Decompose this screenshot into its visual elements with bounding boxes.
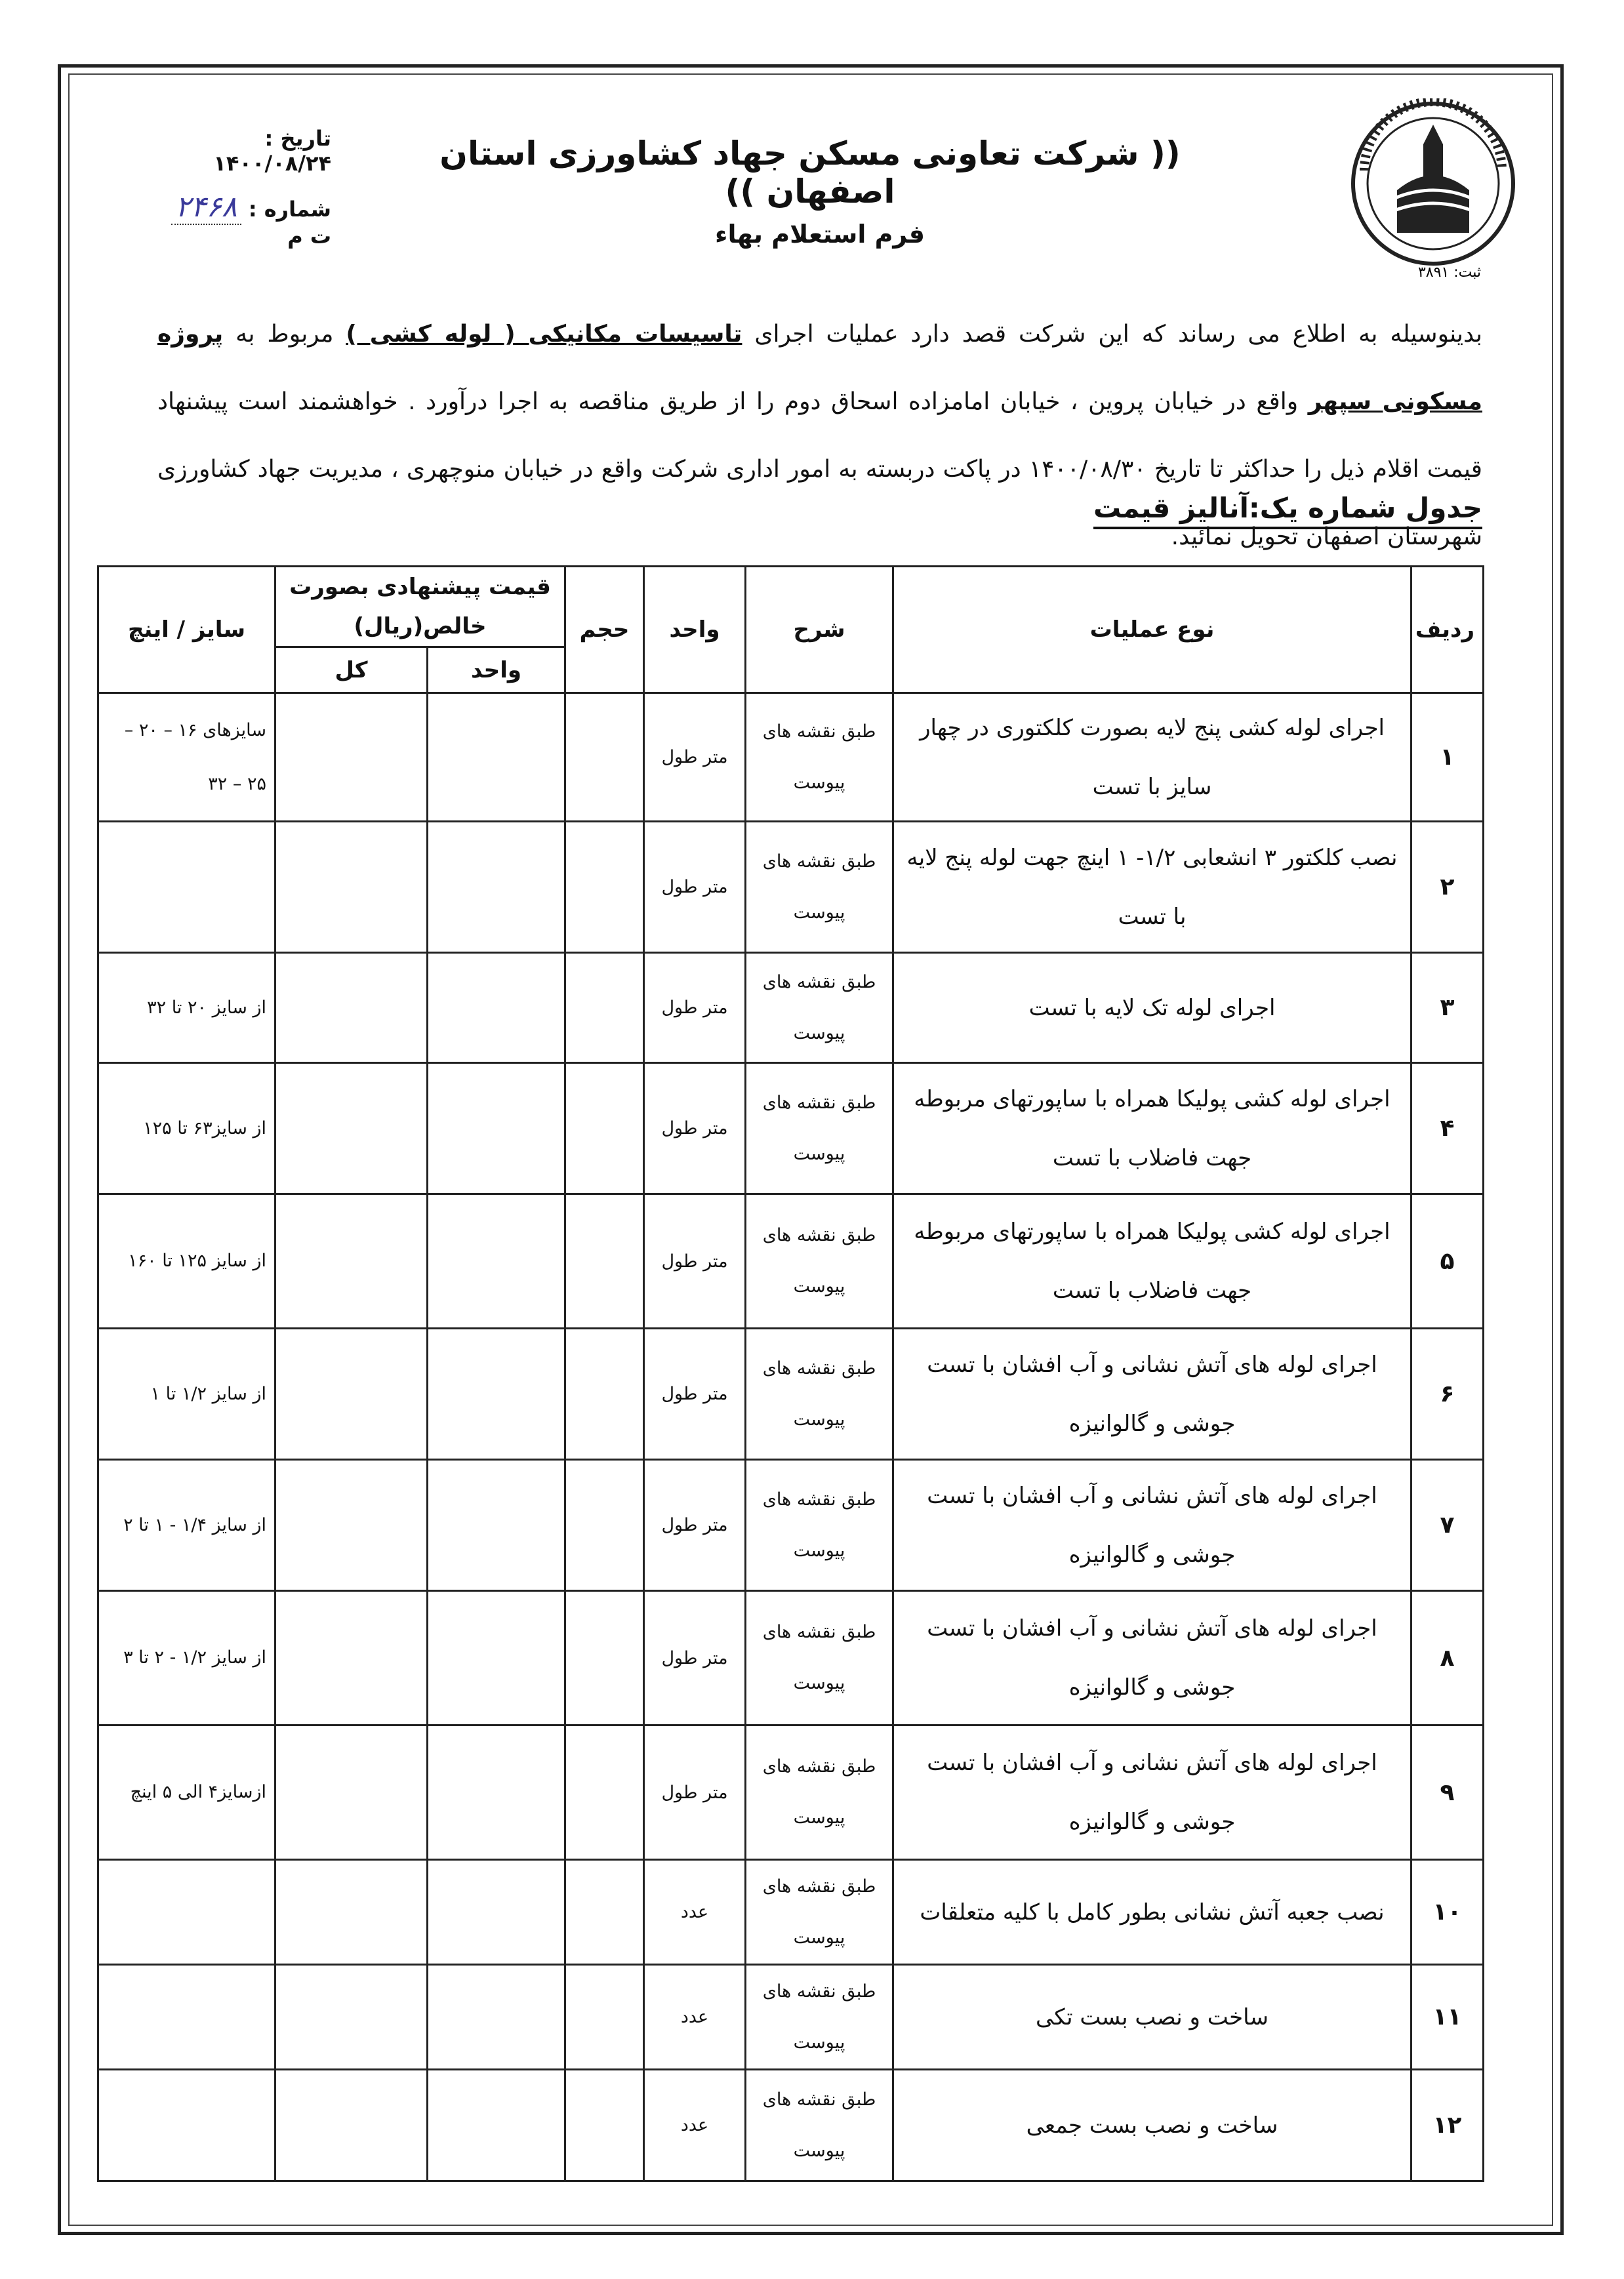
row-unit: متر طول — [644, 1460, 746, 1591]
row-index: ۱۱ — [1411, 1965, 1484, 2070]
table-row — [98, 1860, 1484, 1965]
row-price-unit — [428, 1591, 565, 1725]
header-size: سایز / اینچ — [98, 567, 275, 693]
row-size: از سایز ۱/۲ - ۲ تا ۳ — [98, 1591, 275, 1725]
table-row — [98, 822, 1484, 953]
company-title: (( شرکت تعاونی مسکن جهاد کشاورزی استان اصفهان )) — [439, 134, 1181, 211]
row-operation: اجرای لوله های آتش نشانی و آب افشان با تست جوشی و گالوانیزه — [893, 1460, 1411, 1591]
row-size — [98, 822, 275, 953]
row-price-total — [275, 1725, 428, 1860]
row-volume — [565, 1194, 644, 1329]
row-operation: ساخت و نصب بست تکی — [893, 1965, 1411, 2070]
row-size — [98, 2070, 275, 2181]
row-volume — [565, 1329, 644, 1460]
row-unit: عدد — [644, 1860, 746, 1965]
row-unit: متر طول — [644, 693, 746, 822]
row-index: ۷ — [1411, 1460, 1484, 1591]
row-price-total — [275, 822, 428, 953]
header-price-unit: واحد — [428, 647, 565, 693]
row-price-total — [275, 1460, 428, 1591]
row-description: طبق نقشه های پیوست — [746, 822, 893, 953]
row-description: طبق نقشه های پیوست — [746, 1329, 893, 1460]
row-unit: متر طول — [644, 1725, 746, 1860]
number-field — [154, 190, 331, 249]
row-operation: اجرای لوله های آتش نشانی و آب افشان با تست جوشی و گالوانیزه — [893, 1725, 1411, 1860]
date-value: ۱۴۰۰/۰۸/۲۴ — [213, 151, 331, 176]
number-suffix: ت م — [287, 224, 331, 249]
row-volume — [565, 693, 644, 822]
row-size — [98, 1860, 275, 1965]
row-price-unit — [428, 1063, 565, 1194]
row-operation: اجرای لوله های آتش نشانی و آب افشان با تست جوشی و گالوانیزه — [893, 1329, 1411, 1460]
row-price-unit — [428, 822, 565, 953]
row-price-unit — [428, 953, 565, 1063]
row-price-unit — [428, 693, 565, 822]
intro-text-2: مربوط به — [235, 321, 334, 348]
row-index: ۱ — [1411, 693, 1484, 822]
row-volume — [565, 1063, 644, 1194]
row-size: ازسایز۴ الی ۵ اینچ — [98, 1725, 275, 1860]
row-size: از سایز۶۳ تا ۱۲۵ — [98, 1063, 275, 1194]
intro-text-3: واقع در خیابان پروین ، خیابان امامزاده اسحاق دوم را از طریق مناقصه به اجرا درآورد . خواهشمند است پیشنهاد قیمت اقلام ذیل را حداکثر تا تاریخ ۱۴۰۰/۰۸/۳۰ در پاکت دربسته به امور اداری شرکت واقع در خیابان منوچهری ، مدیریت جهاد کشاورزی شهرستان اصفهان تحویل نمائید. — [157, 388, 1483, 550]
intro-bold-mechanical: تاسیسات مکانیکی ( لوله کشی ) — [346, 321, 742, 348]
row-size: از سایز ۲۰ تا ۳۲ — [98, 953, 275, 1063]
intro-text-1: بدینوسیله به اطلاع می رساند که این شرکت قصد دارد عملیات اجرای — [754, 321, 1482, 348]
table-title: جدول شماره یک:آنالیز قیمت — [918, 492, 1482, 524]
row-price-total — [275, 693, 428, 822]
header-price-group: قیمت پیشنهادی بصورت خالص(ریال) — [275, 567, 565, 647]
row-operation: نصب جعبه آتش نشانی بطور کامل با کلیه متعلقات — [893, 1860, 1411, 1965]
row-size: سایزهای ۱۶ – ۲۰ – ۲۵ – ۳۲ — [98, 693, 275, 822]
row-index: ۵ — [1411, 1194, 1484, 1329]
row-index: ۹ — [1411, 1725, 1484, 1860]
row-price-unit — [428, 1194, 565, 1329]
date-label: تاریخ : — [264, 126, 331, 151]
row-description: طبق نقشه های پیوست — [746, 1965, 893, 2070]
row-price-unit — [428, 1329, 565, 1460]
row-operation: اجرای لوله کشی پولیکا همراه با ساپورتهای مربوطه جهت فاضلاب با تست — [893, 1194, 1411, 1329]
row-description: طبق نقشه های پیوست — [746, 1063, 893, 1194]
header-operation: نوع عملیات — [893, 567, 1411, 693]
row-description: طبق نقشه های پیوست — [746, 1591, 893, 1725]
row-description: طبق نقشه های پیوست — [746, 693, 893, 822]
row-description: طبق نقشه های پیوست — [746, 953, 893, 1063]
company-logo-icon — [1345, 98, 1522, 282]
row-index: ۳ — [1411, 953, 1484, 1063]
table-row — [98, 1063, 1484, 1194]
row-unit: متر طول — [644, 953, 746, 1063]
row-description: طبق نقشه های پیوست — [746, 2070, 893, 2181]
row-unit: متر طول — [644, 1063, 746, 1194]
row-index: ۱۰ — [1411, 1860, 1484, 1965]
row-description: طبق نقشه های پیوست — [746, 1860, 893, 1965]
header-row-index: ردیف — [1411, 567, 1484, 693]
row-description: طبق نقشه های پیوست — [746, 1725, 893, 1860]
price-analysis-table — [97, 565, 1484, 2182]
row-unit: متر طول — [644, 1591, 746, 1725]
row-price-unit — [428, 1965, 565, 2070]
date-field — [154, 126, 331, 176]
table-row — [98, 1965, 1484, 2070]
row-size — [98, 1965, 275, 2070]
row-volume — [565, 822, 644, 953]
row-volume — [565, 953, 644, 1063]
header-price-total: کل — [275, 647, 428, 693]
table-row — [98, 2070, 1484, 2181]
row-price-total — [275, 1194, 428, 1329]
row-unit: عدد — [644, 1965, 746, 2070]
row-index: ۲ — [1411, 822, 1484, 953]
row-volume — [565, 1460, 644, 1591]
row-unit: متر طول — [644, 1194, 746, 1329]
table-row — [98, 1329, 1484, 1460]
row-volume — [565, 2070, 644, 2181]
table-row — [98, 1194, 1484, 1329]
row-price-unit — [428, 1860, 565, 1965]
row-price-total — [275, 1591, 428, 1725]
row-price-total — [275, 1329, 428, 1460]
row-price-total — [275, 1965, 428, 2070]
table-row — [98, 693, 1484, 822]
row-operation: اجرای لوله های آتش نشانی و آب افشان با تست جوشی و گالوانیزه — [893, 1591, 1411, 1725]
row-price-unit — [428, 2070, 565, 2181]
number-value: ۲۴۶۸ — [171, 190, 241, 225]
row-unit: متر طول — [644, 1329, 746, 1460]
row-price-total — [275, 1063, 428, 1194]
row-price-total — [275, 2070, 428, 2181]
row-unit: متر طول — [644, 822, 746, 953]
row-description: طبق نقشه های پیوست — [746, 1460, 893, 1591]
row-price-unit — [428, 1460, 565, 1591]
number-label: شماره : — [248, 197, 331, 222]
intro-bold-project: پروژه مسکونی سپهر — [157, 321, 1482, 415]
row-operation: نصب کلکتور ۳ انشعابی ۱/۲- ۱ اینچ جهت لوله پنج لایه با تست — [893, 822, 1411, 953]
row-description: طبق نقشه های پیوست — [746, 1194, 893, 1329]
row-volume — [565, 1591, 644, 1725]
row-price-unit — [428, 1725, 565, 1860]
row-index: ۴ — [1411, 1063, 1484, 1194]
table-row — [98, 1725, 1484, 1860]
row-volume — [565, 1965, 644, 2070]
form-title: فرم استعلام بهاء — [715, 220, 925, 249]
row-price-total — [275, 1860, 428, 1965]
row-size: از سایز ۱/۲ تا ۱ — [98, 1329, 275, 1460]
table-row — [98, 1591, 1484, 1725]
header-volume: حجم — [565, 567, 644, 693]
table-row — [98, 953, 1484, 1063]
row-operation: اجرای لوله کشی پنج لایه بصورت کلکتوری در چهار سایز با تست — [893, 693, 1411, 822]
row-index: ۱۲ — [1411, 2070, 1484, 2181]
row-size: از سایز ۱۲۵ تا ۱۶۰ — [98, 1194, 275, 1329]
row-size: از سایز ۱/۴ - ۱ تا ۲ — [98, 1460, 275, 1591]
table-row — [98, 1460, 1484, 1591]
row-index: ۸ — [1411, 1591, 1484, 1725]
svg-text:ثبت: ۳۸۹۱: ثبت: ۳۸۹۱ — [1417, 264, 1482, 281]
row-operation: اجرای لوله کشی پولیکا همراه با ساپورتهای مربوطه جهت فاضلاب با تست — [893, 1063, 1411, 1194]
row-operation: اجرای لوله تک لایه با تست — [893, 953, 1411, 1063]
row-unit: عدد — [644, 2070, 746, 2181]
header-unit: واحد — [644, 567, 746, 693]
row-volume — [565, 1725, 644, 1860]
row-price-total — [275, 953, 428, 1063]
intro-paragraph — [157, 300, 1482, 571]
header-description: شرح — [746, 567, 893, 693]
row-index: ۶ — [1411, 1329, 1484, 1460]
row-operation: ساخت و نصب بست جمعی — [893, 2070, 1411, 2181]
row-volume — [565, 1860, 644, 1965]
